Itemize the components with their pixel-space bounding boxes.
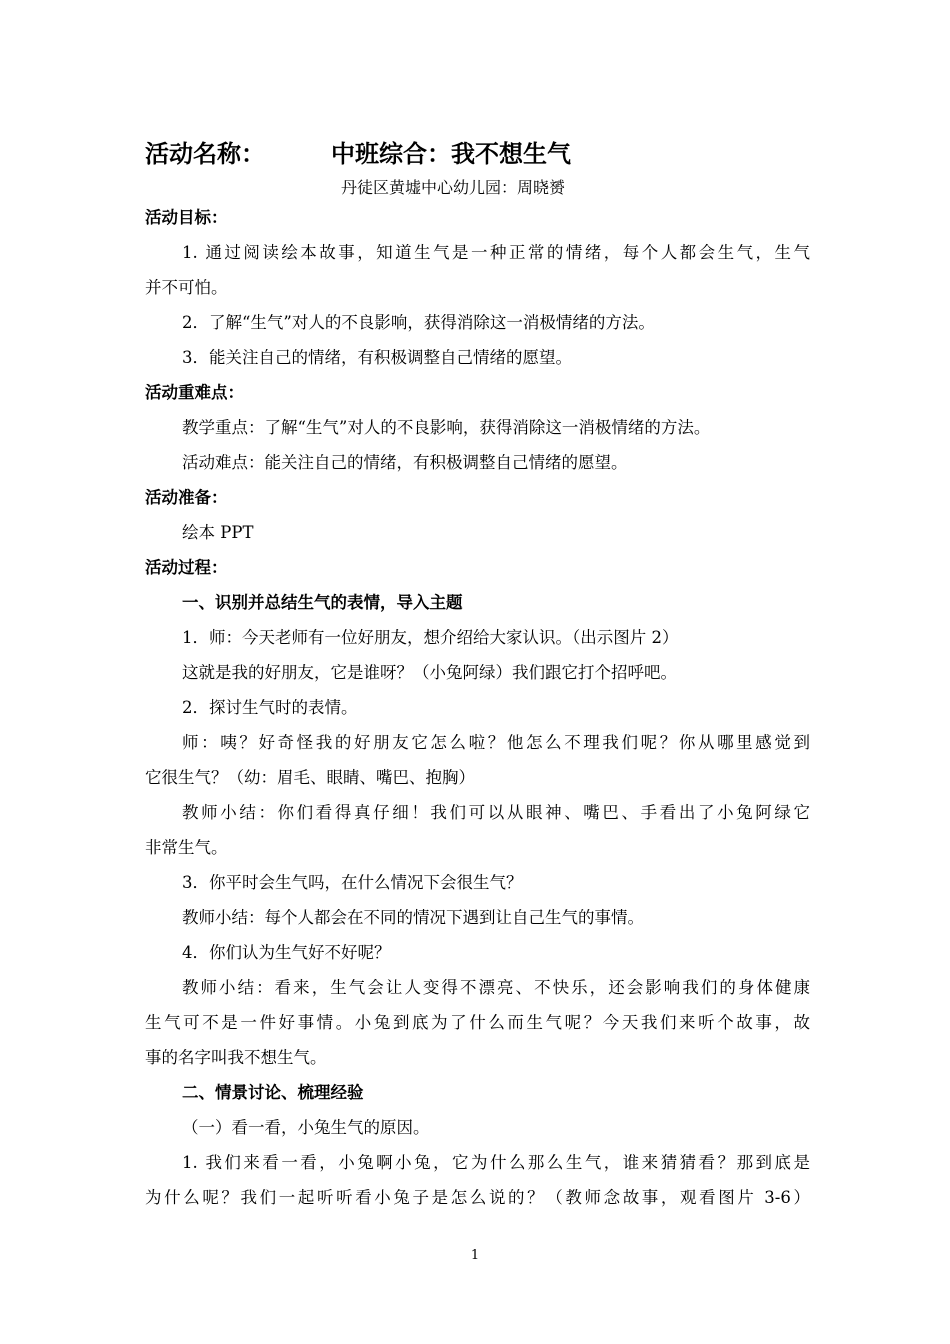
part-1-paragraph-1: 1．师：今天老师有一位好朋友，想介绍给大家认识。（出示图片 2） [182, 628, 679, 647]
goal-item-3: 3．能关注自己的情绪，有积极调整自己情绪的愿望。 [182, 348, 572, 367]
part-2-paragraph-1-line-2: 为什么呢？我们一起听听看小兔子是怎么说的？（教师念故事，观看图片 3-6） [145, 1188, 810, 1207]
teaching-difficulty: 活动难点：能关注自己的情绪，有积极调整自己情绪的愿望。 [182, 453, 628, 472]
part-1-paragraph-7: 教师小结：每个人都会在不同的情况下遇到让自己生气的事情。 [182, 908, 644, 927]
page-number: 1 [470, 1248, 480, 1263]
part-1-paragraph-9-line-1: 教师小结：看来，生气会让人变得不漂亮、不快乐，还会影响我们的身体健康 [182, 978, 810, 997]
part-1-paragraph-5-line-1: 教师小结：你们看得真仔细！我们可以从眼神、嘴巴、手看出了小兔阿绿它 [182, 803, 810, 822]
document-body [145, 200, 810, 1215]
part-2-subheading-1: （一）看一看，小兔生气的原因。 [182, 1118, 430, 1137]
part-1-paragraph-4-line-2: 它很生气？（幼：眉毛、眼睛、嘴巴、抱胸） [145, 768, 475, 787]
goals-heading: 活动目标： [145, 208, 228, 227]
document-title [145, 134, 571, 168]
goal-item-1-line-1: 1. 通过阅读绘本故事，知道生气是一种正常的情绪，每个人都会生气，生气 [182, 243, 810, 262]
title-label: 活动名称： [145, 140, 265, 168]
preparation-heading: 活动准备： [145, 488, 228, 507]
part-1-paragraph-9-line-2: 生气可不是一件好事情。小兔到底为了什么而生气呢？今天我们来听个故事，故 [145, 1013, 810, 1032]
part-2-heading: 二、情景讨论、梳理经验 [182, 1083, 364, 1102]
part-1-paragraph-2: 这就是我的好朋友，它是谁呀？（小兔阿绿）我们跟它打个招呼吧。 [182, 663, 677, 682]
goal-item-1-line-2: 并不可怕。 [145, 278, 228, 297]
author-line: 丹徒区黄墟中心幼儿园：周晓赟 [341, 178, 566, 197]
process-heading: 活动过程： [145, 558, 228, 577]
part-1-paragraph-9-line-3: 事的名字叫我不想生气。 [145, 1048, 327, 1067]
teaching-focus: 教学重点：了解“生气”对人的不良影响，获得消除这一消极情绪的方法。 [182, 418, 711, 437]
preparation-item: 绘本 PPT [182, 523, 254, 542]
part-1-paragraph-5-line-2: 非常生气。 [145, 838, 228, 857]
part-1-paragraph-6: 3．你平时会生气吗，在什么情况下会很生气？ [182, 873, 523, 892]
part-1-paragraph-4-line-1: 师：咦？好奇怪我的好朋友它怎么啦？他怎么不理我们呢？你从哪里感觉到 [182, 733, 810, 752]
part-1-paragraph-3: 2．探讨生气时的表情。 [182, 698, 358, 717]
key-points-heading: 活动重难点： [145, 383, 244, 402]
part-1-heading: 一、识别并总结生气的表情，导入主题 [182, 593, 463, 612]
goal-item-2: 2．了解“生气”对人的不良影响，获得消除这一消极情绪的方法。 [182, 313, 655, 332]
part-2-paragraph-1-line-1: 1. 我们来看一看，小兔啊小兔，它为什么那么生气，谁来猜猜看？那到底是 [182, 1153, 810, 1172]
part-1-paragraph-8: 4．你们认为生气好不好呢？ [182, 943, 391, 962]
activity-name: 中班综合：我不想生气 [331, 140, 571, 168]
